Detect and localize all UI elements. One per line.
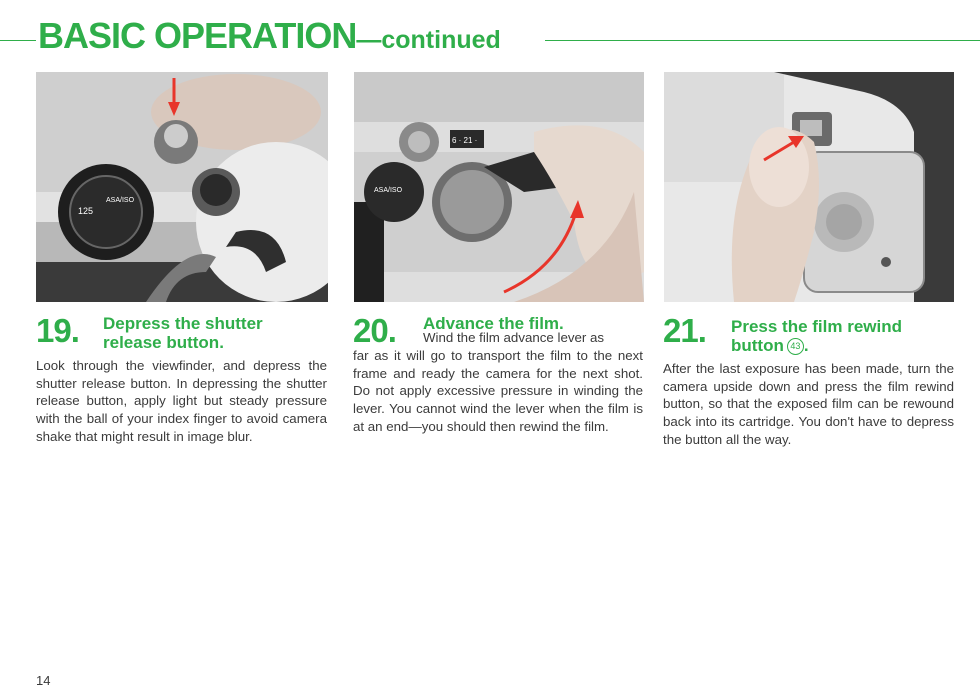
film-advance-illustration bbox=[354, 72, 644, 302]
page-title-main: BASIC OPERATION bbox=[38, 15, 357, 56]
page-number: 14 bbox=[36, 673, 51, 688]
page-title-continued: —continued bbox=[356, 26, 501, 54]
step-body-first-line: Wind the film advance lever as bbox=[423, 330, 605, 345]
reference-number-badge: 43 bbox=[787, 338, 804, 355]
step-title-line2: release button. bbox=[103, 333, 224, 352]
frame-counter-label: 6 · 21 · bbox=[452, 136, 478, 145]
rewind-button-illustration bbox=[664, 72, 954, 302]
photo-shutter-release bbox=[36, 72, 328, 302]
dial-asa-label: ASA/ISO bbox=[106, 197, 135, 204]
step-title: Advance the film. bbox=[423, 314, 564, 333]
photo-rewind-button bbox=[664, 72, 954, 302]
step-title bbox=[103, 314, 263, 352]
step-title bbox=[731, 317, 902, 355]
step-title-line1: Depress the shutter bbox=[103, 314, 263, 333]
step-body: Look through the viewfinder, and depress the shutter release button. In depressing the shutter release button, apply light but steady pressure with the ball of your index finger to avoid camera shake that might result in image blur. bbox=[36, 358, 327, 444]
step-body: After the last exposure has been made, turn the camera upside down and press the film rewind button, so that the exposed film can be rewound back into its cartridge. You don't have to depress the button all the way. bbox=[663, 361, 954, 447]
dial-125-label: 125 bbox=[78, 206, 94, 216]
step-title-line2 bbox=[731, 336, 902, 355]
step-title-end: . bbox=[803, 336, 809, 355]
header-line-left bbox=[0, 40, 36, 41]
photo-film-advance bbox=[354, 72, 644, 302]
step-title-line1: Press the film rewind bbox=[731, 317, 902, 336]
page-title bbox=[38, 15, 501, 57]
dial-asa-label-2: ASA/ISO bbox=[374, 187, 403, 194]
step-body: far as it will go to transport the film to the next frame and ready the camera for the next shot. Do not apply excessive pressure in winding the lever. You cannot wind the lever when the film is at an end—you should then rewind the film. bbox=[353, 348, 643, 434]
step-number: 20. bbox=[353, 312, 396, 349]
step-title-line2-text: button bbox=[731, 336, 784, 355]
header-line-right bbox=[545, 40, 980, 41]
step-number: 21. bbox=[663, 312, 706, 349]
step-number: 19. bbox=[36, 312, 79, 349]
shutter-release-illustration bbox=[36, 72, 328, 302]
